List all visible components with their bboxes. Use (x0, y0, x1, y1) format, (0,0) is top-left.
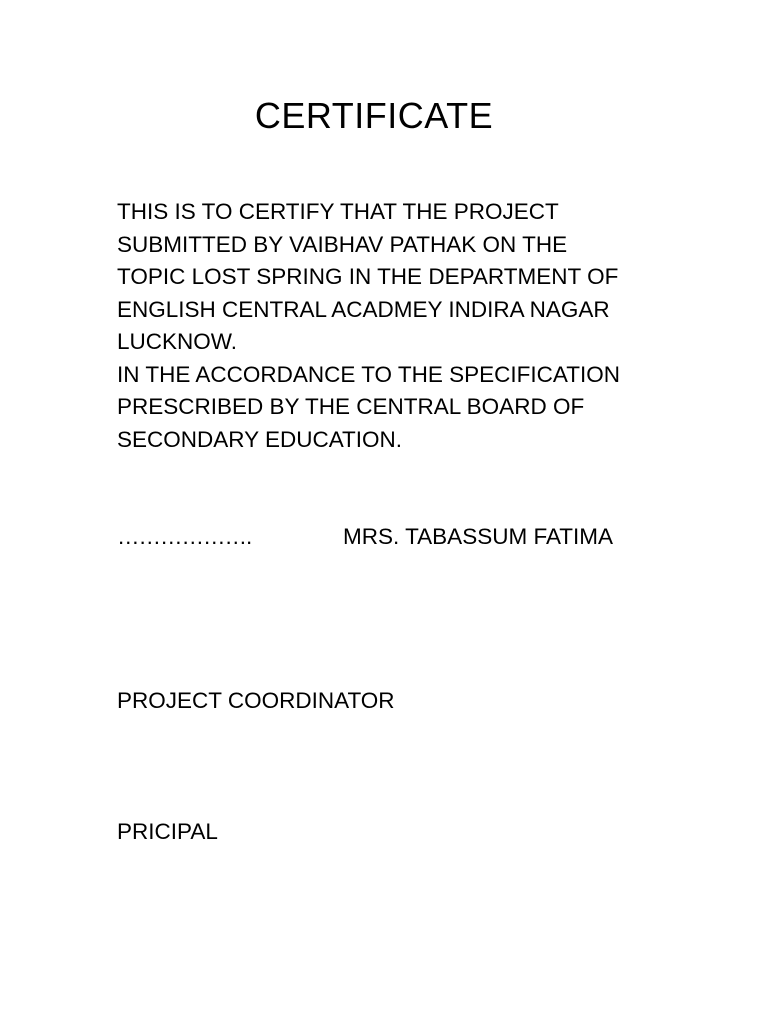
body-line: IN THE ACCORDANCE TO THE SPECIFICATION (117, 361, 620, 387)
body-line: SECONDARY EDUCATION. (117, 426, 403, 452)
body-line: THIS IS TO CERTIFY THAT THE PROJECT (117, 199, 559, 224)
signature-dotted-line: ………………. (117, 524, 252, 549)
body-line: SUBMITTED BY VAIBHAV PATHAK ON THE (117, 231, 568, 257)
body-line: PRESCRIBED BY THE CENTRAL BOARD OF (117, 394, 585, 419)
body-line: ENGLISH CENTRAL ACADMEY INDIRA NAGAR (117, 296, 610, 322)
body-line: LUCKNOW. (117, 329, 238, 354)
certificate-body (117, 196, 677, 456)
principal-label: PRICIPAL (117, 819, 218, 844)
signatory-name: MRS. TABASSUM FATIMA (343, 524, 614, 549)
project-coordinator-label: PROJECT COORDINATOR (117, 688, 395, 713)
signature-row (117, 520, 677, 554)
certificate-title: CERTIFICATE (254, 95, 494, 136)
body-line: TOPIC LOST SPRING IN THE DEPARTMENT OF (117, 264, 619, 289)
